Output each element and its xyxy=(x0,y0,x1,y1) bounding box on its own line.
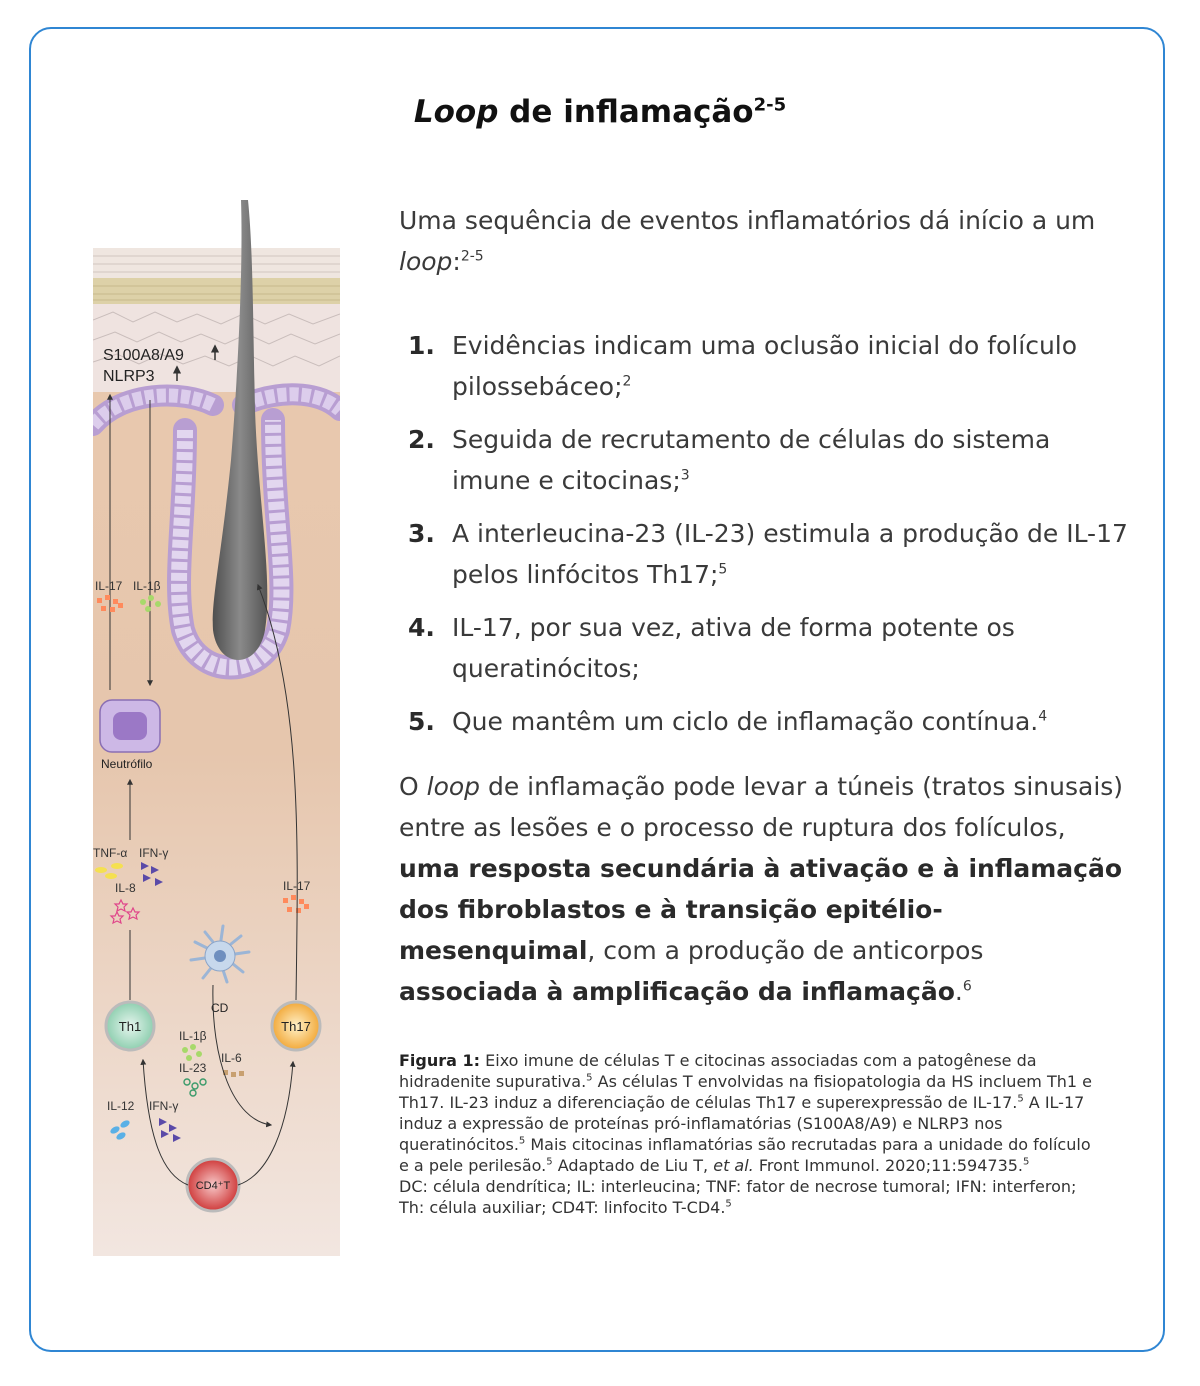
il8-label: IL-8 xyxy=(115,881,136,895)
cd-label: CD xyxy=(211,1001,229,1015)
tnfa-label: TNF-α xyxy=(93,846,128,860)
body-paragraph: O loop de inflamação pode levar a túneis (tratos sinusais) entre as lesões e o processo de ruptura dos folículos, uma resposta secundária à ativação e à inflamação dos fibroblastos e à transição epitélio-mesenquimal, com a produção de anticorpos associada à amplificação da inflamação.$^6$ xyxy=(399,772,1124,1006)
il23-label: IL-23 xyxy=(179,1061,207,1075)
il6-label: IL-6 xyxy=(221,1051,242,1065)
page-title: Loop de inflamação$^{2-5}$ xyxy=(413,94,787,130)
il17-top-label: IL-17 xyxy=(95,579,123,593)
nlrp3-label: NLRP3 xyxy=(103,368,155,385)
list-item: 3. A interleucina-23 (IL-23) estimula a produção de IL-17 pelos linfócitos Th17;$^5$ xyxy=(408,519,1128,589)
intro-text: Uma sequência de eventos inflamatórios dá início a um loop:$^{2-5}$ xyxy=(399,206,1096,276)
list-item: 5. Que mantêm um ciclo de inflamação contínua.$^4$ xyxy=(408,707,1048,736)
th17-label: Th17 xyxy=(281,1019,311,1034)
list-item: 1. Evidências indicam uma oclusão inicial do folículo pilossebáceo;$^2$ xyxy=(408,331,1078,401)
neutrophil-label: Neutrófilo xyxy=(101,757,153,771)
il1b-top-label: IL-1β xyxy=(133,579,161,593)
il1b-mid-label: IL-1β xyxy=(179,1029,207,1043)
list-item: 4. IL-17, por sua vez, ativa de forma potente os queratinócitos; xyxy=(408,613,1015,683)
il17-right-label: IL-17 xyxy=(283,879,311,893)
steps-list xyxy=(408,325,1128,754)
il12-label: IL-12 xyxy=(107,1099,135,1113)
stratum-corneum xyxy=(93,248,340,278)
ifng-top-label: IFN-γ xyxy=(139,846,169,860)
follicle-illustration xyxy=(93,200,340,1256)
cd4t-label: CD4⁺T xyxy=(195,1180,231,1192)
th1-label: Th1 xyxy=(118,1019,142,1034)
s100-label: S100A8/A9 xyxy=(103,347,184,364)
list-item: 2. Seguida de recrutamento de células do sistema imune e citocinas;$^3$ xyxy=(408,425,1051,495)
figure-caption: Figura 1: Eixo imune de células T e citocinas associadas com a patogênese da hidradenite supurativa.$^5$ As células T envolvidas na fisiopatologia da HS incluem Th1 e Th17. IL-23 induz a diferenciação de células Th17 e superexpressão de IL-17.$^5$ A IL-17 induz a expressão de proteínas pró-inflamatórias (S100A8/A9) e NLRP3 nos queratinócitos.$^5$ Mais citocinas inflamatórias são recrutadas para a unidade do folículo e a pele perilesão.$^5$ Adaptado de Liu T, et al. Front Immunol. 2020;11:594735.$^5$ DC: célula dendrítica; IL: interleucina; TNF: fator de necrose tumoral; IFN: interferon; Th: célula auxiliar; CD4T: linfocito T-CD4.$^5$ xyxy=(399,1051,1092,1217)
ifng-bottom-label: IFN-γ xyxy=(149,1099,179,1113)
neutrophil-nucleus xyxy=(113,712,147,740)
